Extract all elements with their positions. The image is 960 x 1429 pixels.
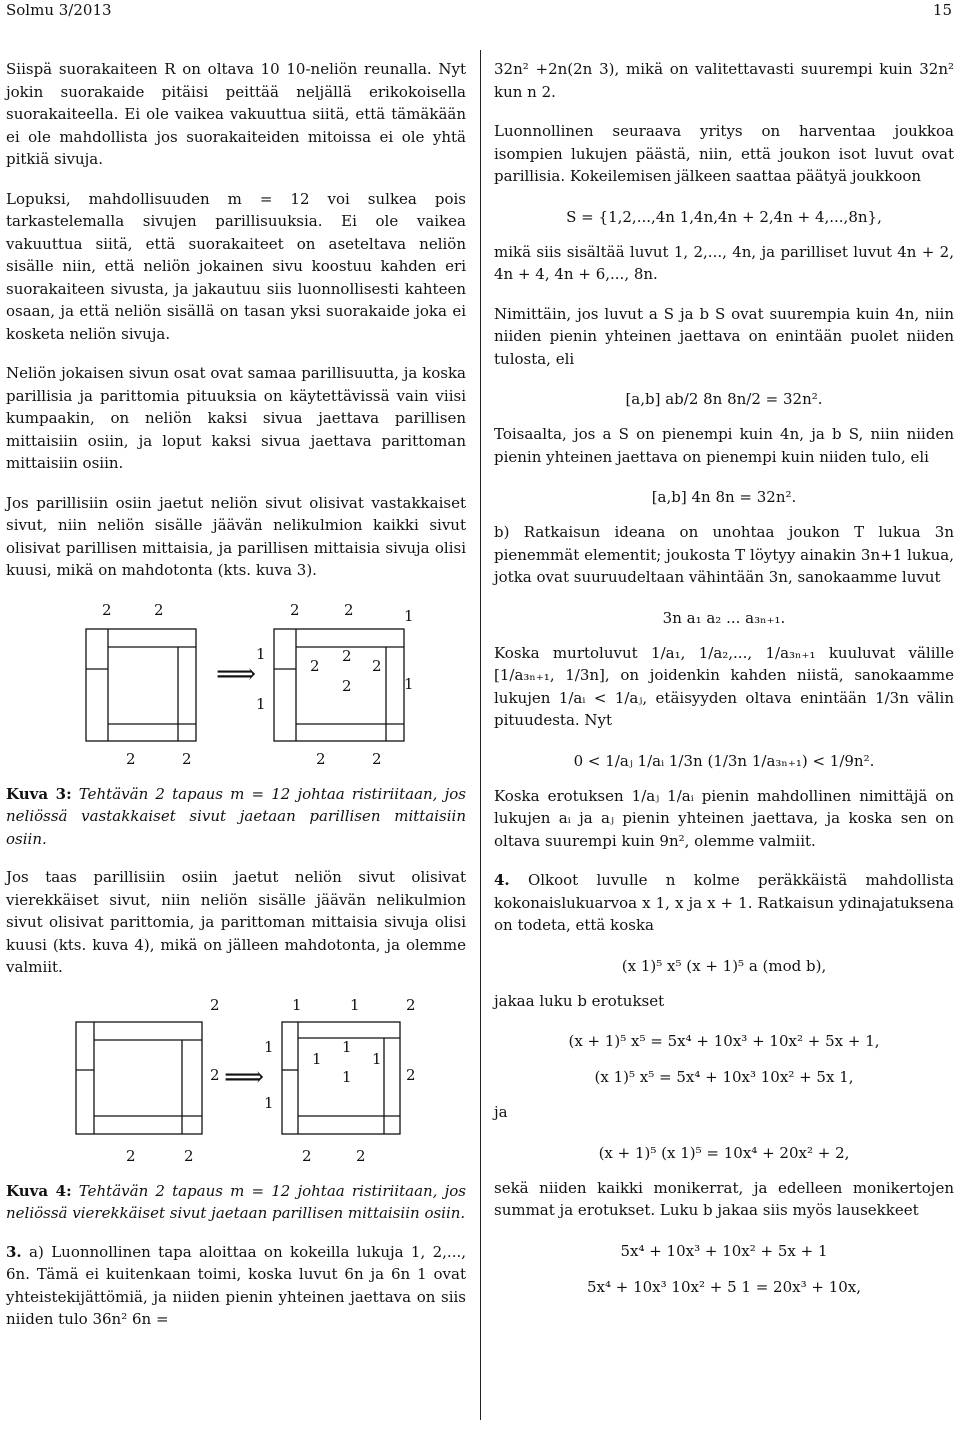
- left-column: [6, 58, 466, 1348]
- paragraph: Toisaalta, jos a S on pienempi kuin 4n, ja b S, niin niiden pienin yhteinen jaettava on pienempi kuin niiden tulo, eli: [494, 425, 954, 466]
- journal-title: Solmu 3/2013: [6, 1, 112, 19]
- paragraph: Neliön jokaisen sivun osat ovat samaa parillisuutta, ja koska parillisia ja parittomia pituuksia on käytettävissä vain viisi kumpaakin, on neliön kaksi sivua jaettava parillisen mittaisiin osiin, ja loput kaksi sivua jaettava parittoman mittaisiin osiin.: [6, 364, 466, 472]
- page-header: [6, 0, 952, 24]
- fig3-label: 2: [372, 749, 382, 768]
- fig4-label: 2: [210, 995, 220, 1014]
- fig3-label: 2: [102, 600, 112, 619]
- equation: 5x⁴ + 10x³ 10x² + 5 1 = 20x³ + 10x,: [586, 1277, 862, 1296]
- paragraph: b) Ratkaisun ideana on unohtaa joukon T lukua 3n pienemmät elementit; joukosta T löytyy ainakin 3n+1 lukua, jotka ovat suuruudeltaan vähintään 3n, sanokaamme luvut: [494, 523, 954, 586]
- paragraph: Jos taas parillisiin osiin jaetut neliön sivut olisivat vierekkäiset sivut, niin neliön sisälle jäävän nelikulmion sivut olisivat parittomia, ja parittoman mittaisia sivuja olisi kuusi (kts. kuva 4), mikä on jälleen mahdotonta, ja olemme valmiit.: [6, 868, 466, 976]
- fig4-label: 1: [342, 1037, 352, 1056]
- fig3-label: 1: [256, 694, 266, 713]
- square-left: [76, 1022, 202, 1134]
- square-right: [282, 1022, 400, 1134]
- figure-4-diagram: [6, 996, 466, 1166]
- figure-3-caption: [6, 783, 466, 851]
- paragraph: ja: [494, 1103, 508, 1121]
- fig3-label: 2: [154, 600, 164, 619]
- paragraph: [494, 869, 954, 937]
- fig3-label: 2: [126, 749, 136, 768]
- fig3-label: 2: [344, 600, 354, 619]
- fig4-label: 1: [264, 1093, 274, 1112]
- paragraph-text: a) Luonnollinen tapa aloittaa on kokeilla lukuja 1, 2,..., 6n. Tämä ei kuitenkaan toimi, koska luvut 6n ja 6n 1 ovat yhteistekijättömiä, ja niiden pienin yhteinen jaettava on siis niiden tulo 36n² 6n =: [6, 1242, 466, 1328]
- equation: S = {1,2,...,4n 1,4n,4n + 2,4n + 4,...,8n},: [566, 207, 882, 226]
- page-number: 15: [932, 1, 952, 19]
- caption-text: Tehtävän 2 tapaus m = 12 johtaa ristiriitaan, jos neliössä vierekkäiset sivut jaetaan parillisen mittaisiin osiin.: [6, 1181, 466, 1222]
- fig4-label: 2: [406, 1065, 416, 1084]
- fig3-label: 2: [316, 749, 326, 768]
- equation: [a,b] 4n 8n = 32n².: [651, 488, 797, 506]
- fig3-label: 2: [290, 600, 300, 619]
- paragraph: mikä siis sisältää luvut 1, 2,..., 4n, ja parilliset luvut 4n + 2, 4n + 4, 4n + 6,..., 8n.: [494, 242, 954, 283]
- equation: (x + 1)⁵ (x 1)⁵ = 10x⁴ + 20x² + 2,: [598, 1143, 850, 1162]
- paragraph: Lopuksi, mahdollisuuden m = 12 voi sulkea pois tarkastelemalla sivujen parillisuuksia. Ei ole vaikea vakuuttua siitä, että suorakaiteet on aseteltava neliön sisälle niin, että neliön jokainen sivu koostuu kahden eri suorakaiteen sivusta, ja jakautuu siis luonnollisesti kahteen osaan, ja että neliön sisällä on tasan yksi suorakaide joka ei kosketa neliön sivuja.: [6, 189, 466, 343]
- caption-text: Tehtävän 2 tapaus m = 12 johtaa ristiriitaan, jos neliössä vastakkaiset sivut jaetaan parillisen mittaisiin osiin.: [6, 784, 466, 848]
- fig4-label: 1: [342, 1067, 352, 1086]
- equation: (x 1)⁵ x⁵ = 5x⁴ + 10x³ 10x² + 5x 1,: [594, 1068, 854, 1086]
- figure-3-diagram: [6, 599, 466, 769]
- fig4-label: 2: [210, 1065, 220, 1084]
- figure-4-caption: [6, 1180, 466, 1225]
- fig3-label: 2: [342, 676, 352, 695]
- paragraph: [6, 1241, 466, 1331]
- figure-3: [6, 599, 466, 769]
- paragraph: jakaa luku b erotukset: [494, 991, 665, 1010]
- fig4-label: 1: [312, 1049, 322, 1068]
- problem-number: 3.: [6, 1242, 22, 1261]
- paragraph: Jos parillisiin osiin jaetut neliön sivut olisivat vastakkaiset sivut, niin neliön sisälle jäävän nelikulmion kaikki sivut olisivat parillisen mittaisia, ja parillisen mittaisia sivuja olisi kuusi, mikä on mahdotonta (kts. kuva 3).: [6, 493, 466, 579]
- fig3-label: 2: [310, 656, 320, 675]
- fig4-label: 2: [356, 1146, 366, 1165]
- implies-arrow: ⟹: [216, 656, 257, 690]
- fig4-label: 1: [350, 995, 360, 1014]
- fig4-label: 2: [406, 995, 416, 1014]
- figure-4: [6, 996, 466, 1166]
- fig4-label: 1: [372, 1049, 382, 1068]
- fig4-label: 1: [264, 1037, 274, 1056]
- equation: 0 < 1/aⱼ 1/aᵢ 1/3n (1/3n 1/a₃ₙ₊₁) < 1/9n².: [573, 751, 875, 770]
- fig3-label: 2: [372, 656, 382, 675]
- fig3-label: 2: [182, 749, 192, 768]
- fig4-label: 2: [126, 1146, 136, 1165]
- implies-arrow: ⟹: [224, 1059, 265, 1093]
- paragraph: Luonnollinen seuraava yritys on harventaa joukkoa isompien lukujen päästä, niin, että joukon isot luvut ovat parillisia. Kokeilemisen jälkeen saattaa päätyä joukkoon: [494, 122, 954, 185]
- caption-label: Kuva 4:: [6, 1181, 72, 1200]
- equation: (x + 1)⁵ x⁵ = 5x⁴ + 10x³ + 10x² + 5x + 1,: [568, 1032, 880, 1050]
- equation: [a,b] ab/2 8n 8n/2 = 32n².: [625, 390, 823, 408]
- right-column: [494, 58, 954, 1311]
- paragraph-text: Olkoot luvulle n kolme peräkkäistä mahdollista kokonaislukuarvoa x 1, x ja x + 1. Ratkaisun ydinajatuksena on todeta, että koska: [494, 871, 954, 934]
- paragraph: Nimittäin, jos luvut a S ja b S ovat suurempia kuin 4n, niin niiden pienin yhteinen jaettava on enintään puolet niiden tulosta, eli: [494, 304, 954, 368]
- paragraph: Koska erotuksen 1/aⱼ 1/aᵢ pienin mahdollinen nimittäjä on lukujen aᵢ ja aⱼ pienin yhteinen jaettava, ja koska sen on oltava suurempi kuin 9n², olemme valmiit.: [494, 786, 954, 850]
- paragraph: 32n² +2n(2n 3), mikä on valitettavasti suurempi kuin 32n² kun n 2.: [494, 60, 954, 101]
- equation: (x 1)⁵ x⁵ (x + 1)⁵ a (mod b),: [621, 956, 827, 975]
- equation: 5x⁴ + 10x³ + 10x² + 5x + 1: [620, 1241, 828, 1260]
- fig4-label: 2: [302, 1146, 312, 1165]
- problem-number: 4.: [494, 871, 510, 889]
- fig3-label: 2: [342, 646, 352, 665]
- fig3-label: 1: [404, 674, 414, 693]
- paragraph: Koska murtoluvut 1/a₁, 1/a₂,..., 1/a₃ₙ₊₁ kuuluvat välille [1/a₃ₙ₊₁, 1/3n], on joidenkin kahden niistä, sanokaamme lukujen 1/aᵢ < 1/aⱼ, etäisyyden oltava enintään 1/3n välin pituudesta. Nyt: [494, 643, 954, 729]
- fig3-label: 1: [256, 644, 266, 663]
- column-divider: [480, 50, 481, 1420]
- caption-label: Kuva 3:: [6, 784, 72, 803]
- fig3-label: 1: [404, 606, 414, 625]
- fig4-label: 2: [184, 1146, 194, 1165]
- paragraph: sekä niiden kaikki monikerrat, ja edelleen monikertojen summat ja erotukset. Luku b jakaa siis myös lausekkeet: [494, 1178, 954, 1219]
- paragraph: Siispä suorakaiteen R on oltava 10 10-neliön reunalla. Nyt jokin suorakaide pitäisi peittää neljällä erikokoisella suorakaiteella. Ei ole vaikea vakuuttua siitä, että tämäkään ei ole mahdollista jos suorakaiteiden mitoissa ei ole yhtä pitkiä sivuja.: [6, 60, 466, 168]
- fig4-label: 1: [292, 995, 302, 1014]
- equation: 3n a₁ a₂ ... a₃ₙ₊₁.: [662, 608, 786, 627]
